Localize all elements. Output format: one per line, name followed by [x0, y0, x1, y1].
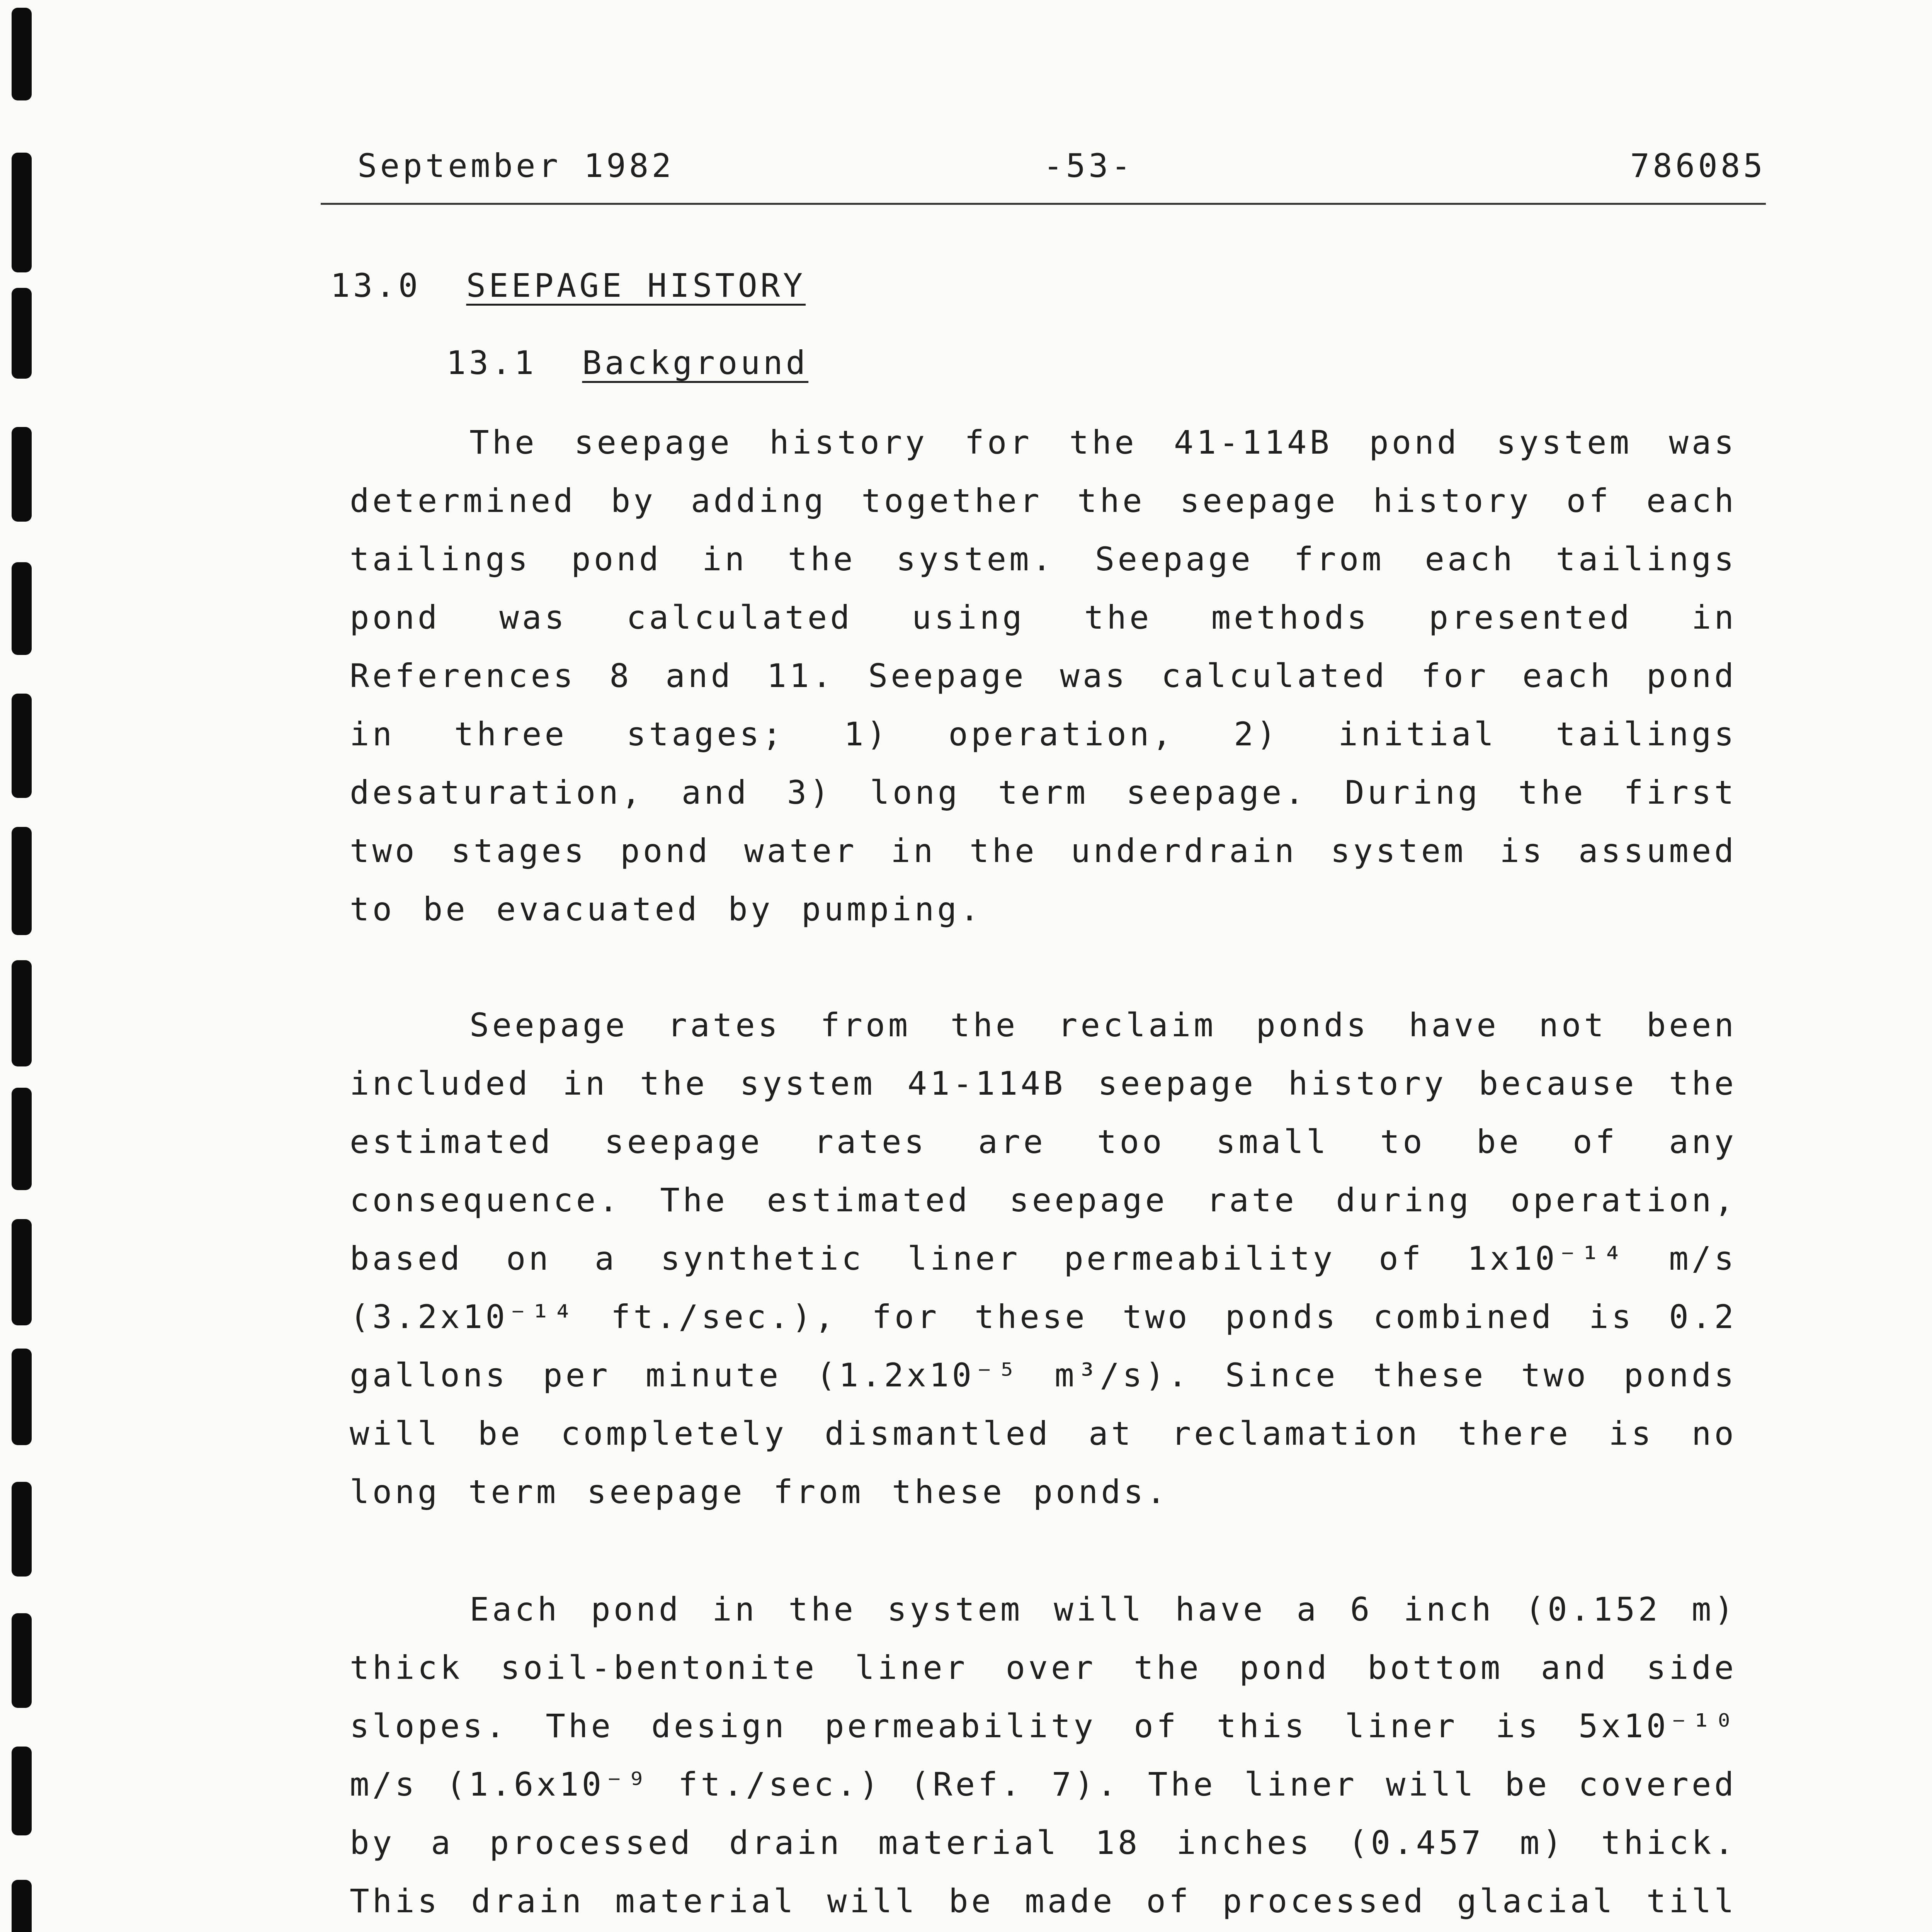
- binder-hole: [12, 562, 32, 655]
- subsection-heading: [446, 344, 808, 382]
- header-page-number: -53-: [1043, 147, 1134, 185]
- binder-hole: [12, 288, 32, 379]
- binder-hole: [12, 8, 32, 100]
- body-paragraph: Each pond in the system will have a 6 inch (0.152 m) thick soil-bentonite liner over the pond bottom and side slopes. The design permeability of this liner is 5x10⁻¹⁰ m/s (1.6x10⁻⁹ ft./sec.) (Ref. 7). The liner will be covered by a processed drain material 18 inches (0.457 m) thick. This drain material will be made of processed glacial till: [350, 1590, 1737, 1920]
- binder-hole: [12, 1613, 32, 1708]
- binder-hole-strip: [0, 0, 54, 1932]
- body-paragraph: Seepage rates from the reclaim ponds have not been included in the system 41-114B seepage history because the estimated seepage rates are too small to be of any consequence. The estimated seepage rate during operation, based on a synthetic liner permeability of 1x10⁻¹⁴ m/s (3.2x10⁻¹⁴ ft./sec.), for these two ponds combined is 0.2 gallons per minute (1.2x10⁻⁵ m³/s). Since these two ponds will be completely dismantled at reclamation there is no long term seepage from these ponds.: [350, 1006, 1737, 1511]
- section-heading: [330, 267, 806, 304]
- section-title: SEEPAGE HISTORY: [466, 267, 806, 304]
- section-number: 13.0: [330, 267, 421, 304]
- binder-hole: [12, 1880, 32, 1932]
- binder-hole: [12, 694, 32, 798]
- binder-hole: [12, 153, 32, 272]
- binder-hole: [12, 427, 32, 522]
- subsection-title: Background: [582, 344, 809, 382]
- binder-hole: [12, 1219, 32, 1325]
- binder-hole: [12, 960, 32, 1066]
- subsection-number: 13.1: [446, 344, 537, 382]
- header-document-number: 786085: [1630, 147, 1766, 185]
- binder-hole: [12, 1088, 32, 1190]
- binder-hole: [12, 827, 32, 935]
- binder-hole: [12, 1482, 32, 1577]
- header-date: September 1982: [357, 147, 675, 185]
- body-paragraph: The seepage history for the 41-114B pond system was determined by adding together the seepage history of each tailings pond in the system. Seepage from each tailings pond was calculated using the methods presented in References 8 and 11. Seepage was calculated for each pond in three stages; 1) operation, 2) initial tailings desaturation, and 3) long term seepage. During the first two stages pond water in the underdrain system is assumed to be evacuated by pumping.: [350, 423, 1737, 928]
- header-rule: [321, 203, 1766, 205]
- binder-hole: [12, 1747, 32, 1835]
- binder-hole: [12, 1349, 32, 1445]
